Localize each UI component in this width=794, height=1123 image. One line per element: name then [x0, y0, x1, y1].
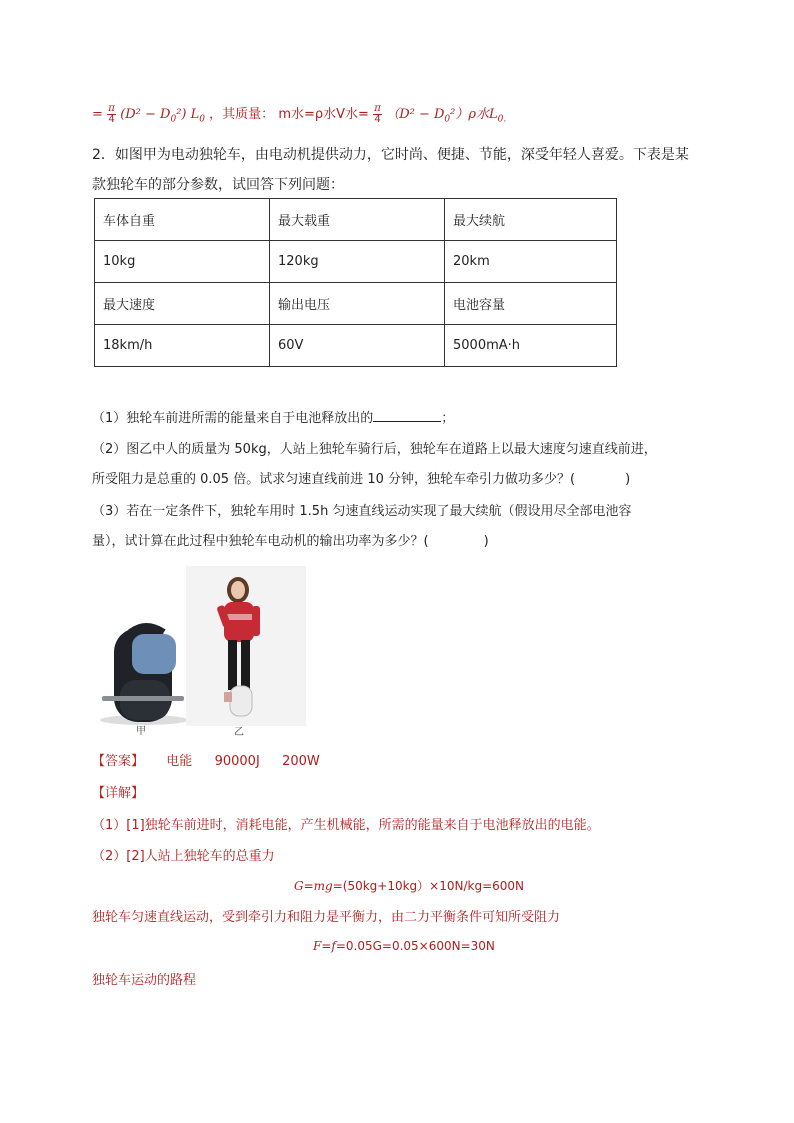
fraction-numerator: π — [108, 103, 115, 114]
formula-gravity — [294, 877, 524, 894]
mass-tail-expression: $(D^2 - D_0^2)\rho$水$L_{0.}$ — [386, 107, 507, 125]
table-cell: 10kg — [95, 241, 270, 283]
person-photo — [186, 566, 306, 726]
question-2-line1 — [92, 144, 689, 164]
table-row — [95, 283, 617, 325]
sub-question-1-end: ； — [441, 411, 455, 426]
parameter-table — [94, 198, 617, 367]
sub-question-2-line1: （2）图乙中人的质量为 50kg，人站上独轮车骑行后，独轮车在道路上以最大速度匀速直线前进， — [92, 442, 657, 457]
table-cell: 60V — [270, 325, 445, 367]
explanation-line1: （1）[1]独轮车前进时，消耗电能，产生机械能，所需的能量来自于电池释放出的电能。 — [92, 818, 600, 833]
foot-pedal — [102, 696, 184, 701]
table-cell: 20km — [445, 241, 617, 283]
sub-question-2-text: 所受阻力是总重的 0.05 倍。试求匀速直线前进 10 分钟，独轮车牵引力做功多少？( — [92, 472, 576, 487]
table-cell: 输出电压 — [270, 283, 445, 325]
explanation-line3: 独轮车匀速直线运动，受到牵引力和阻力是平衡力，由二力平衡条件可知所受阻力 — [92, 910, 561, 925]
table-cell: 120kg — [270, 241, 445, 283]
table-cell: 最大载重 — [270, 199, 445, 241]
formula-lhs: G=mg — [294, 879, 333, 893]
question-text: 如图甲为电动独轮车，由电动机提供动力，它时尚、便捷、节能，深受年轻人喜爱。下表是某 — [114, 147, 689, 163]
sub-question-3-line2 — [92, 530, 489, 549]
sub-question-3-end: ) — [483, 534, 489, 549]
answer-line — [92, 750, 320, 769]
formula-rhs: =(50kg+10kg）×10N/kg=600N — [332, 879, 525, 893]
fraction-denominator: 4 — [374, 114, 381, 125]
answer-2: 90000J — [214, 754, 260, 769]
answer-blank — [373, 409, 441, 422]
explanation-line4: 独轮车运动的路程 — [92, 973, 197, 988]
person-figure — [186, 566, 306, 726]
sub-question-2-line2 — [92, 468, 630, 487]
formula-rhs: =0.05G=0.05×600N=30N — [335, 939, 495, 953]
sub-question-3-text: 量），试计算在此过程中独轮车电动机的输出功率为多少？( — [92, 534, 429, 549]
sub-question-3-line1: （3）若在一定条件下，独轮车用时 1.5h 匀速直线运动实现了最大续航（假设用尽全部电池容 — [92, 504, 632, 519]
sub-question-1-text: （1）独轮车前进所需的能量来自于电池释放出的 — [92, 411, 374, 426]
explanation-line2: （2）[2]人站上独轮车的总重力 — [92, 849, 275, 864]
sub-question-2-end: ) — [625, 472, 631, 487]
fraction-pi-over-4-2 — [373, 104, 382, 125]
formula-lhs: F=f — [313, 939, 336, 953]
table-row — [95, 199, 617, 241]
answer-label: 【答案】 — [92, 754, 145, 769]
right-arm — [252, 606, 260, 636]
sub-question-1 — [92, 407, 454, 426]
question-2-line2: 款独轮车的部分参数，试回答下列问题： — [92, 177, 344, 193]
figure-label-jia: 甲 — [136, 726, 146, 737]
table-cell: 最大续航 — [445, 199, 617, 241]
unicycle-figure — [96, 620, 192, 732]
figure-label-yi: 乙 — [234, 727, 244, 738]
formula-line — [92, 104, 506, 130]
white-unicycle — [230, 686, 252, 716]
explanation-label: 【详解】 — [92, 786, 145, 801]
table-cell: 车体自重 — [95, 199, 270, 241]
table-row — [95, 241, 617, 283]
table-cell: 电池容量 — [445, 283, 617, 325]
right-leg — [241, 640, 250, 690]
fraction-pi-over-4 — [107, 104, 116, 125]
table-row — [95, 325, 617, 367]
mass-label: ，其质量： — [209, 107, 275, 122]
answer-1: 电能 — [166, 754, 193, 769]
answer-3: 200W — [282, 754, 320, 769]
fraction-denominator: 4 — [108, 114, 115, 125]
table-cell: 5000mA·h — [445, 325, 617, 367]
question-number: 2． — [92, 147, 115, 163]
formula-equals: = — [92, 107, 103, 122]
unicycle-blue-panel — [132, 634, 176, 674]
fraction-numerator: π — [374, 103, 381, 114]
formula-resistance — [313, 939, 495, 953]
mass-expression: m水=ρ水V水= — [278, 107, 369, 122]
face-shape — [231, 581, 245, 599]
diameter-expression: $(D^2 - D_0^2)$ $L_0$ — [120, 107, 206, 125]
table-cell: 18km/h — [95, 325, 270, 367]
table-cell: 最大速度 — [95, 283, 270, 325]
left-leg — [228, 640, 237, 690]
